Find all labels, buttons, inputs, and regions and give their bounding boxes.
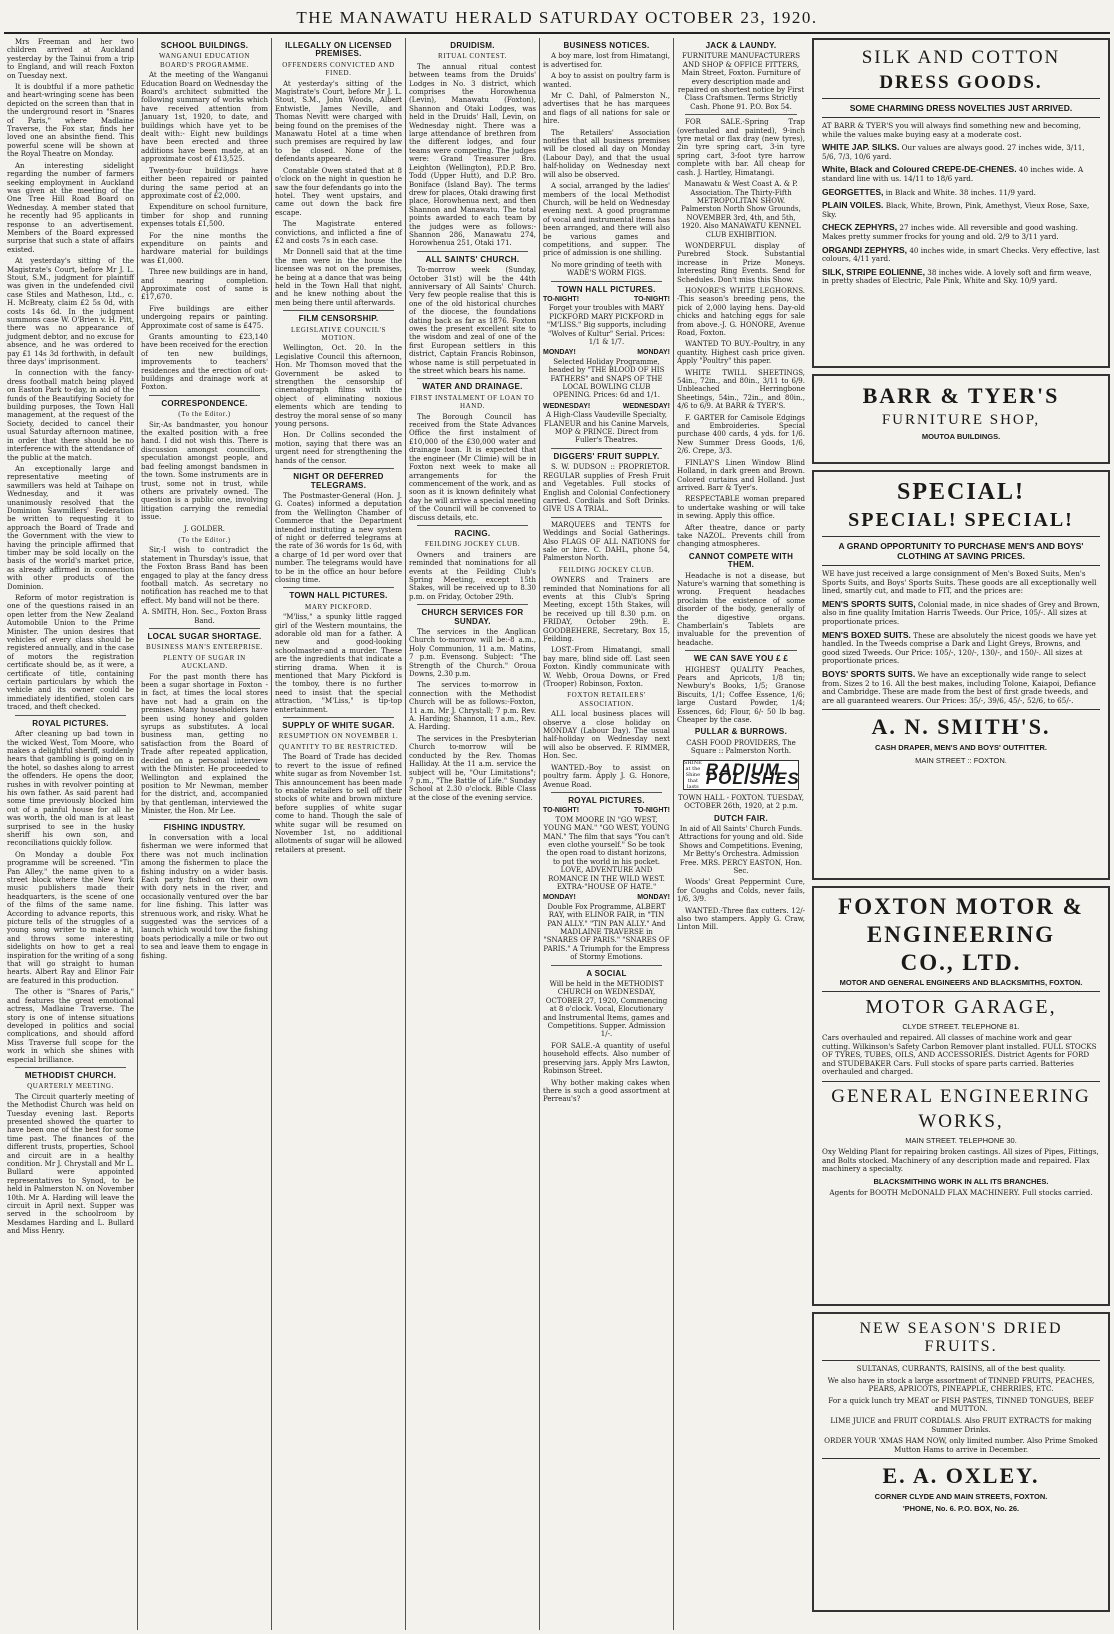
divider <box>822 1458 1100 1459</box>
paragraph: The Retailers' Association notifies that all business premises will be closed all day on Monday (Labour Day), and that the usual half-holiday on Wednesday next will also be observed. <box>543 128 670 179</box>
paragraph: On Monday a double Fox programme will be screened. "Tin Pan Alley," the name given to a street block where the New York music publishers made their headquarters, is the scene of one of the films of the same name. According to advance reports, this picture tells of the struggles of a young song writer to make a hit, and throws some interesting sidelights on how to get a real inspiration for the writing of a song that will go straight to human hearts. Albert Ray and Elinor Fair are featured in this production. <box>7 850 134 985</box>
item-text: 27 inches wide. All reversible and good washing. Makes pretty summer frocks for young and old. 2/9 to 3/11 yard. <box>822 223 1078 241</box>
subheading: FEILDING JOCKEY CLUB. <box>424 540 521 549</box>
advertisement-column <box>812 38 1110 1630</box>
ad-item <box>822 188 1100 198</box>
works-address: MAIN STREET. TELEPHONE 30. <box>905 1135 1017 1145</box>
paragraph: OWNERS and Trainers are reminded that Nominations for all events at this Club's Spring Meeting, except 15th Stakes, will be received up till 8.30 p.m. on FRIDAY, October 29th. E. GOODBEHERE, Secretary, Box 15, Feilding. <box>543 576 670 643</box>
paragraph: For the nine months the expenditure on paints and hardware material for buildings was £1,000. <box>141 231 268 265</box>
paragraph: Three new buildings are in hand, and nearing completion. Approximate cost of same is £17,670. <box>141 268 268 302</box>
divider <box>15 1067 126 1068</box>
ad-title: DRESS GOODS. <box>879 72 1043 93</box>
paragraph: The services to-morrow in connection with the Methodist Church will be as follows:-Foxton, 11 a.m. Mr J. Chrystall; 7 p.m. Rev. A. Harding; Shannon, 11 a.m., Rev. A. Harding. <box>409 681 536 732</box>
subheading: (To the Editor.) <box>178 410 231 419</box>
paragraph: Twenty-four buildings have either been repaired or painted during the same period at an approximate cost of £2,000. <box>141 166 268 200</box>
item-name: PLAIN VOILES. <box>822 200 884 211</box>
paragraph: F. GARTER for Camisole Edgings and Embroideries. Special purchase 400 cards, 4 yds. for 1/6. New Summer Dress Goods, 1/6, 2/6. Crepe, 3/3. <box>677 413 805 456</box>
radium-polish-logo <box>683 760 799 790</box>
garage-address: CLYDE STREET. TELEPHONE 81. <box>902 1022 1020 1031</box>
ad-address: CORNER CLYDE AND MAIN STREETS, FOXTON. <box>874 1492 1048 1502</box>
divider <box>283 587 394 588</box>
subheading: FIRST INSTALMENT OF LOAN TO HAND. <box>410 393 535 411</box>
ad-item <box>822 201 1100 219</box>
paragraph: Woods' Great Peppermint Cure, for Coughs and Colds, never fails, 1/6, 3/9. <box>677 878 805 904</box>
column-2 <box>138 38 272 1630</box>
heading: ILLEGALLY ON LICENSED PREMISES. <box>285 41 392 59</box>
item-text: We have an exceptionally wide range to select from. Sizes 2 to 16. All the best makes, including Tolone, Kaiapoi, Defiance and Cambridge. These are made from the best of first grade tweeds, and are all guaranteed wearers. Our Prices: 35/-, 39/6, 45/-, 52/6, to 65/-. <box>822 669 1096 705</box>
heading: JACK & LAUNDY. <box>705 41 777 50</box>
paragraph: A boy mare, lost from Himatangi, is advertised for. <box>543 52 670 69</box>
ad-line: We also have in stock a large assortment of TINNED FRUITS, PEACHES, PEARS, APRICOTS, PINEAPPLE, CHERRIES, ETC. <box>827 1375 1095 1394</box>
item-name: GEORGETTES, <box>822 186 884 197</box>
paragraph: Sir,-I wish to contradict the statement in Thursday's issue, that the Foxton Brass Band has been engaged to play at the fancy dress football match. As secretary no notification has reached me to that effect. My band will not be there. <box>141 546 268 605</box>
paragraph: Wellington, Oct. 20. In the Legislative Council this afternoon, Hon. Mr Thomson moved that the Government be asked to strengthen the censorship of cinematograph films with the object of eliminating noxious elements which are tending to destroy the moral sense of so many young persons. <box>275 344 402 429</box>
paragraph: The services in the Presbyterian Church to-morrow will be conducted by the Rev. Thomas Halliday. At the 11 a.m. service the subject will be, "Our Limitations"; 7 p.m., "The Battle of Life." Sunday School at 2.30 o'clock. Bible Class at the close of the evening service. <box>409 734 536 802</box>
paragraph: An exceptionally large and representative meeting of sawmillers was held at Taihape on Wednesday, and it was unanimously resolved that the Dominion Sawmillers' Federation be written to requesting it to approach the Board of Trade and the Government with the view to having the principle affirmed that timber may be sold locally on the basis of the world's market price, as already affirmed in connection with other products of the Dominion. <box>7 464 134 591</box>
heading: TOWN HALL PICTURES. <box>557 284 656 294</box>
paragraph: CASH FOOD PROVIDERS, The Square :: Palmerston North. <box>686 738 796 756</box>
silk-dress-ad <box>812 38 1110 368</box>
item-name: White, Black and Coloured CREPE-DE-CHENES. <box>822 164 1017 175</box>
subheading: RESUMPTION ON NOVEMBER 1. <box>278 732 399 741</box>
ad-item <box>822 165 1100 183</box>
ad-title: SPECIAL! <box>896 479 1026 505</box>
divider <box>417 604 528 605</box>
subheading: RITUAL CONTEST. <box>438 52 507 61</box>
news-columns <box>4 38 810 1630</box>
banner-right: WEDNESDAY! <box>622 402 670 410</box>
heading: TOWN HALL PICTURES. <box>289 591 388 601</box>
ad-tagline: MOTOR AND GENERAL ENGINEERS AND BLACKSMITHS, FOXTON. <box>839 978 1083 987</box>
item-text: Colonial made, in nice shades of Grey and Brown, also in fine quality Imitation Harris Tweeds. Our Price, 105/-. All sizes at proportionate prices. <box>822 599 1100 626</box>
paragraph: An interesting sidelight regarding the number of farmers seeking employment in Auckland was given at the meeting of the One Tree Hill Road Board on Wednesday. A member stated that he recently had 95 applicants in response to an advertisement. Members of the Board expressed surprise that such a state of affairs existed. <box>7 161 134 254</box>
heading: PULLAR & BURROWS. <box>694 727 788 737</box>
divider <box>822 1360 1100 1361</box>
item-name: MEN'S SPORTS SUITS, <box>822 598 916 609</box>
paragraph: In aid of All Saints' Church Funds. Attractions for young and old. Side Shows and Competitions. Evening, Mr Betty's Orchestra. Admission Free. MRS. PERCY EASTON, Hon. Sec. <box>678 824 804 875</box>
masthead-rule <box>4 32 1110 34</box>
paragraph: LOST.-From Himatangi, small bay mare, blind side off. Last seen Foxton. Kindly communicate with W. Webb, Oroua Downs, or Fred (Trooper) Robinson, Foxton. <box>543 646 670 689</box>
ad-phone: 'PHONE, No. 6. P.O. BOX, No. 26. <box>902 1504 1020 1514</box>
subheading: WANGANUI EDUCATION BOARD'S PROGRAMME. <box>158 52 251 69</box>
heading: LOCAL SUGAR SHORTAGE. <box>147 632 262 641</box>
garage-text: Cars overhauled and repaired. All classes of machine work and gear cutting. Wilkinson's Safety Carbon Remover plant installed. FULL STOCKS OF TYRES, TUBES, OILS, AND ACCESSORIES. District Agents for FORD and STUDEBAKER Cars. Full stocks of spare parts carried. Batteries overhauled and charged. <box>822 1033 1097 1077</box>
paragraph: The Magistrate entered convictions, and inflicted a fine of £2 and costs 7s in each case. <box>275 220 402 245</box>
monday-banner <box>543 894 670 902</box>
ad-headline: SOME CHARMING DRESS NOVELTIES JUST ARRIVED. <box>849 103 1073 113</box>
ad-line: For a quick lunch try MEAT or FISH PASTES, TINNED TONGUES, BEEF and MUTTON. <box>828 1395 1094 1414</box>
heading: BUSINESS NOTICES. <box>563 41 650 50</box>
column-5 <box>540 38 674 1630</box>
paragraph: ALL local business places will observe a close holiday on MONDAY (Labour Day). The usual half-holiday on Wednesday next will also be observed. F. RIMMER, Hon. Sec. <box>543 710 670 761</box>
ad-item <box>822 246 1100 264</box>
works-title: GENERAL ENGINEERING <box>831 1085 1091 1107</box>
item-text: Our values are always good. 27 inches wide, 3/11, 5/6, 7/3, 10/6 yard. <box>822 143 1085 161</box>
banner-right: TO-NIGHT! <box>633 295 670 303</box>
garage-title: MOTOR GARAGE, <box>865 996 1057 1018</box>
divider <box>822 1081 1100 1082</box>
paragraph: After theatre, dance or party take NAZOL. Prevents chill from changing atmospheres. <box>677 523 805 549</box>
works-text: Oxy Welding Plant for repairing broken castings. All sizes of Pipes, Fittings, and Bolts stocked. Machinery of any description made and repaired. Flax machinery a specialty. <box>822 1146 1099 1174</box>
signature: A. SMITH, Hon. Sec., Foxton Brass Band. <box>142 608 267 625</box>
paragraph: Selected Holiday Programme, headed by "THE BLOOD OF HIS FATHERS" and SNAPS OF THE LOCAL BOWLING CLUB OPENING. Prices: 6d and 1/1. <box>548 357 665 400</box>
ad-intro: WE have just received a large consignment of Men's Boxed Suits, Men's Sports Suits, and Boys' Sports Suits. These goods are all exceptionally well lined, smartly cut, and made to FIT, and the prices are: <box>822 569 1097 596</box>
banner-left: TO-NIGHT! <box>543 295 580 303</box>
ad-line: LIME JUICE and FRUIT CORDIALS. Also FRUIT EXTRACTS for making Summer Drinks. <box>830 1415 1092 1434</box>
ad-title: SPECIAL! SPECIAL! <box>848 509 1074 531</box>
item-text: in Black and White. 38 inches. 11/9 yard. <box>885 187 1036 197</box>
ad-title: FOXTON MOTOR & <box>838 894 1084 919</box>
ad-item <box>822 268 1100 286</box>
banner-left: TO-NIGHT! <box>543 807 580 815</box>
divider <box>149 628 260 629</box>
ad-line: ORDER YOUR 'XMAS HAM NOW, only limited number. Also Prime Smoked Mutton Hams to arrive in December. <box>824 1436 1098 1454</box>
heading: DRUIDISM. <box>450 41 495 50</box>
divider <box>551 448 662 449</box>
dried-fruits-ad <box>812 1312 1110 1612</box>
divider <box>417 378 528 379</box>
divider <box>283 468 394 469</box>
banner-right: MONDAY! <box>637 894 670 902</box>
agents-line: Agents for BOOTH McDONALD FLAX MACHINERY. Full stocks carried. <box>829 1187 1093 1197</box>
ad-title: BARR & TYER'S <box>862 383 1060 408</box>
ad-line: SULTANAS, CURRANTS, RAISINS, all of the best quality. <box>856 1364 1066 1373</box>
paragraph: HIGHEST QUALITY Peaches, Pears and Apricots, 1/8 tin; Newbury's Books, 1/5; Granose Biscuits, 1/1; Coffee Essence, 1/6; large Custard Powder, 1/4; Essences, 6d; Flour, 6/- 50 lb bag. Cheaper by the case. <box>677 665 805 725</box>
paragraph: FINLAY'S Linen Window Blind Holland, in dark green and Brown. Colored curtains and Holland. Just arrived. Barr & Tyer's. <box>677 458 805 492</box>
radium-wordmark: RADIUM POLISHES <box>705 760 800 788</box>
ad-title: ENGINEERING <box>866 922 1056 947</box>
subheading: LEGISLATIVE COUNCIL'S MOTION. <box>291 325 386 342</box>
heading: A SOCIAL <box>586 968 627 978</box>
paragraph: FURNITURE MANUFACTURERS AND SHOP & OFFICE FITTERS, Main Street, Foxton. Furniture of every description made and repaired on shortest notice by First Class Craftsmen. Terms Strictly Cash. Phone 91. P.O. Box 54. <box>677 52 805 111</box>
paragraph: Owners and trainers are reminded that nominations for all events at the Feilding Club's Spring Meeting, except 15th Stakes, will be received up to 8.30 p.m. on Friday, October 29th. <box>409 550 536 601</box>
heading: WE CAN SAVE YOU £ £ <box>693 654 789 664</box>
divider <box>551 965 662 966</box>
paragraph: Grants amounting to £23,140 have been received for the erection of ten new buildings, improvements to teachers' residences and the erection of out-buildings and drainage work at Foxton. <box>141 333 268 392</box>
paragraph: Mr C. Dahl, of Palmerston N., advertises that he has marquees and flags of all nations for sale or hire. <box>543 92 670 126</box>
subheading: FEILDING JOCKEY CLUB. <box>558 565 655 574</box>
subheading: BUSINESS MAN'S ENTERPRISE. <box>145 643 264 652</box>
heading: ALL SAINTS' CHURCH. <box>425 254 520 264</box>
ad-title: FURNITURE SHOP, <box>881 412 1041 428</box>
divider <box>822 536 1100 537</box>
subheading: FOXTON RETAILERS' ASSOCIATION. <box>567 691 646 708</box>
paragraph: "M'liss," a spunky little ragged girl of the Western mountains, the adorable old man for a father. A new and good-looking schoolmaster-and a murder. These are the ingredients that indicate a stirring drama. When it is mentioned that Mary Pickford is the tomboy, there is no further need to insist that the special attraction, "M'Liss," is tip-top entertainment. <box>275 613 402 714</box>
paragraph: In connection with the fancy-dress football match being played on Easton Park to-day, in aid of the funds of the Beautifying Society for building purposes, the Town Hall management, at the request of the Society, decided to cancel their usual Saturday afternoon matinee, in order that there should be no interference with the attendance of the public at the match. <box>7 369 134 462</box>
ad-name: A. N. SMITH'S. <box>871 714 1051 740</box>
paragraph: The Circuit quarterly meeting of the Methodist Church was held on Tuesday evening last. Reports presented showed the quarter to have been one of the best for some time past. The finances of the different trusts, properties, School and circuit are in a healthy condition. Mr J. Chrystall and Mr L. Bullard were appointed representatives to Synod, to be held in Palmerston N. on November 10th. Mr A. Harding will leave the circuit in April next. Supper was served in the schoolroom by Mesdames Harding and L. Bullard and Miss Henry. <box>7 1092 134 1236</box>
divider <box>822 991 1100 992</box>
paragraph: The Board of Trade has decided to revert to the issue of refined white sugar as from November 1st. This announcement has been made to enable retailers to sell off their stocks of white and brown mixture before supplies of white sugar come to hand. Though the sale of white sugar will be resumed on November 1st, no additional allotments of sugar will be allowed retailers at present. <box>275 753 402 854</box>
paragraph: TOM MOORE IN "GO WEST, YOUNG MAN." "GO WEST, YOUNG MAN." The film that says "You can't even clothe yourself." So be took the open road to distant horizons, to put the world in his pocket. LOVE, ADVENTURE AND ROMANCE IN THE WILD WEST. EXTRA-"HOUSE OF HATE." <box>543 815 670 891</box>
paragraph: WANTED.-Three flax cutters. 12/- also two stampers. Apply G. Craw, Linton Mill. <box>677 906 805 932</box>
paragraph: RESPECTABLE woman prepared to undertake washing or will take in sewing. Apply this office. <box>677 495 805 521</box>
paragraph: Sir,-As bandmaster, you honour the exalted position with a free hand. I did not wish this. There is discussion amongst councillors, speculation amongst people, and bad feeling amongst bandsmen in the town. Some instruments are in trust, some not in trust, while others are privately owned. The question is a public one, involving litigation carrying the remedial issue. <box>141 420 268 522</box>
blacksmith-line: BLACKSMITHING WORK IN ALL ITS BRANCHES. <box>873 1176 1049 1186</box>
paragraph: A boy to assist on poultry farm is wanted. <box>543 72 670 89</box>
heading: ROYAL PICTURES. <box>32 718 109 728</box>
tonight-banner <box>543 296 670 304</box>
heading: DUTCH FAIR. <box>714 813 768 823</box>
ad-title: SILK AND COTTON <box>861 47 1061 68</box>
divider <box>283 310 394 311</box>
paragraph: In conversation with a local fisherman we were informed that there was not much inclination among the fishermen to place the fishing industry on a wider basis. Each party fished on their own with dory nets in the river, and occasionally ventured over the bar for line fishing. This latter was strenuous work, and risky. What he suggested was the services of a launch which would tow the fishing boats periodically a mile or two out to sea and leave them to engage in fishing. <box>141 833 268 960</box>
column-4 <box>406 38 540 1630</box>
paragraph: WONDERFUL display of Purebred Stock. Substantial increase in Prize Moneys. Interesting Ring Events. Send for Schedules. Don't miss this Show. <box>677 241 805 284</box>
divider <box>551 792 662 793</box>
divider <box>822 117 1100 118</box>
heading: CANNOT COMPETE WITH THEM. <box>688 551 794 570</box>
ad-item <box>822 670 1100 705</box>
ad-title: CO., LTD. <box>900 950 1022 975</box>
banner-right: TO-NIGHT! <box>633 807 670 815</box>
divider <box>551 281 662 282</box>
paragraph: WHITE TWILL SHEETINGS, 54in., 72in., and 80in., 3/11 to 6/9. Unbleached Herringbone Sheetings, 54in., 72in., and 80in., 4/6 to 6/9. At BARR & TYER'S. <box>677 368 805 411</box>
heading: CORRESPONDENCE. <box>161 398 248 408</box>
monday-banner <box>543 349 670 357</box>
divider <box>149 819 260 820</box>
subheading: MARY PICKFORD. <box>305 602 372 611</box>
item-text: These are absolutely the nicest goods we have yet handled. In the Tweeds comprise a Dark and Light Greys, Browns, and good sized Tweeds. Our Price: 105/-, 120/-, 130/-, and 150/-. All sizes at proportionate prices. <box>822 630 1097 666</box>
banner-left: WEDNESDAY! <box>543 402 591 410</box>
subheading: QUARTERLY MEETING. <box>27 1082 114 1091</box>
subheading: OFFENDERS CONVICTED AND FINED. <box>282 60 395 78</box>
paragraph: TOWN HALL - FOXTON. TUESDAY, OCTOBER 26th, 1920, at 2 p.m. <box>677 793 805 811</box>
heading: DIGGERS' FRUIT SUPPLY. <box>553 451 660 461</box>
paragraph: The annual ritual contest between teams from the Druids' Lodges in No. 3 district, which comprises the Horowhenua (Levin), Manawatu (Foxton), Shannon and Otaki Lodges, was held in the Druids' Hall, Levin, on Wednesday night. There was a large attendance of brethren from the different lodges, and four teams were competing. The judges were: Grand Treasurer Bro. Leighton (Wellington), P.D.P. Bro. Todd (Upper Hutt), and D.P. Bro. Boniface (Island Bay). The terms drew for places, Otaki drawing first place, Horowhenua next, and then Shannon and Manawatu. The total points awarded to each team by the judges were as follows:-Shannon 286, Manawatu 274, Horowhenua 251, Otaki 171. <box>409 62 536 248</box>
item-name: MEN'S BOXED SUITS. <box>822 629 911 640</box>
paragraph: Five buildings are either undergoing repairs or painting. Approximate cost of same is £475. <box>141 304 268 330</box>
divider <box>551 517 662 518</box>
paragraph: S. W. DUDSON :: PROPRIETOR. REGULAR supplies of Fresh Fruit and Vegetables. Full stocks of English and Colonial Confectionery carried. Cordials and Soft Drinks. GIVE US A TRIAL. <box>543 463 670 514</box>
banner-left: MONDAY! <box>543 349 576 357</box>
paragraph: Constable Owen stated that at 8 o'clock on the night in question he saw the four defendants go into the hotel. They went upstairs, and came out down the back fire escape. <box>275 166 402 217</box>
item-name: CHECK ZEPHYRS, <box>822 222 898 233</box>
heading: NIGHT OR DEFERRED TELEGRAMS. <box>293 472 384 490</box>
works-title: WORKS, <box>918 1110 1004 1132</box>
paragraph: WANTED.-Boy to assist on poultry farm. Apply J. G. Honore, Avenue Road. <box>543 763 670 789</box>
paragraph: Headache is not a disease, but Nature's warning that something is wrong. Frequent headaches proclaim the existence of some disorder of the body, generally of the digestive organs. Chamberlain's Tablets are invaluable for the prevention of headache. <box>677 571 805 647</box>
signature: J. GOLDER. <box>184 524 225 533</box>
ad-item <box>822 223 1100 241</box>
ad-intro: AT BARR & TYER'S you will always find something new and becoming, while the values make buying easy at a moderate cost. <box>822 121 1081 139</box>
paragraph: MARQUEES and TENTS for Weddings and Social Gatherings. Also FLAGS OF ALL NATIONS for sale or hire. C. DAHL, phone 54, Palmerston North. <box>543 520 670 563</box>
paragraph: The Postmaster-General (Hon. J. G. Coates) informed a deputation from the Wellington Chamber of Commerce that the Department intended instituting a new system of night or deferred telegrams at the rate of 36 words for 1s 6d, with a charge of 1d per word over that number. The telegrams would have to be in the office an hour before closing time. <box>275 491 402 584</box>
heading: FISHING INDUSTRY. <box>163 822 246 832</box>
paragraph: Mr Donnell said that at the time the men were in the house the licensee was not on the premises, he being at a dance that was being held in the Town Hall that night, and he knew nothing about the men being there until afterwards. <box>275 248 402 307</box>
paragraph: Double Fox Programme, ALBERT RAY, with ELINOR FAIR, in "TIN PAN ALLY." "TIN PAN ALLY." And MADLAINE TRAVERSE in "SNARES OF PARIS." "SNARES OF PARIS." A Triumph for the Empress of Stormy Emotions. <box>543 902 670 962</box>
item-name: WHITE JAP. SILKS. <box>822 142 900 153</box>
divider <box>822 98 1100 99</box>
paragraph: For the past month there has been a sugar shortage in Foxton - in fact, at times the local stores have not had a grain on the premises. Many householders have been using honey and golden syrups as substitutes. A local business man, getting no satisfaction from the Board of Trade after repeated application, decided on a personal interview with the Minister. He proceeded to Wellington and explained the position to Mr Newman, member for the district, and, accompanied by that gentleman, interviewed the Minister, the Hon. Mr Lee. <box>141 672 268 816</box>
ad-tagline: CASH DRAPER, MEN'S AND BOYS' OUTFITTER. <box>874 743 1048 753</box>
foxton-motor-ad <box>812 886 1110 1306</box>
paragraph: A High-Class Vaudeville Specialty, FLANEUR and his Canine Marvels, MOP & PRINCE. Direct from Fuller's Theatres. <box>543 411 670 445</box>
item-name: SILK, STRIPE EOLIENNE, <box>822 266 925 277</box>
item-name: BOYS' SPORTS SUITS. <box>822 668 916 679</box>
wednesday-banner <box>543 403 670 411</box>
masthead: THE MANAWATU HERALD SATURDAY OCTOBER 23, 1920. <box>296 8 818 27</box>
divider <box>822 565 1100 566</box>
subheading: (To the Editor.) <box>178 535 231 544</box>
paragraph: It is doubtful if a more pathetic and heart-wringing scene has been depicted on the screen than that in the underground resort in "Snares of Paris," where Madlaine Traverse, the Fox star, finds her loved one an absinthe fiend. This powerful scene will be shown at the Royal Theatre on Monday. <box>7 83 134 159</box>
barr-tyer-furniture-ad <box>812 374 1110 464</box>
paragraph: HONORE'S WHITE LEGHORNS. -This season's breeding pens, the pick of 2,000 laying hens. Day-old chicks and hatching eggs for sale from above.-J. G. HONORE, Avenue Road, Foxton. <box>677 286 805 337</box>
paragraph: Mrs Freeman and her two children arrived at Auckland yesterday by the Tainui from a trip to England, and will reach Foxton on Tuesday next. <box>7 38 134 80</box>
item-name: ORGANDI ZEPHYRS, <box>822 244 908 255</box>
ad-item <box>822 600 1100 627</box>
special-clothing-ad <box>812 470 1110 880</box>
ad-item <box>822 631 1100 666</box>
divider <box>15 715 126 716</box>
paragraph: Expenditure on school furniture, timber for shop and running expenses totals £1,500. <box>141 203 268 229</box>
ad-title: NEW SEASON'S DRIED FRUITS. <box>859 1320 1063 1355</box>
ad-headline: A GRAND OPPORTUNITY TO PURCHASE MEN'S AND BOYS' CLOTHING AT SAVING PRICES. <box>838 541 1084 561</box>
divider <box>417 251 528 252</box>
tonight-banner <box>543 807 670 815</box>
paragraph: FOR SALE.-A quantity of useful household effects. Also number of preserving jars. Apply Mrs Lawton, Robinson Street. <box>543 1041 670 1076</box>
divider <box>417 525 528 526</box>
paragraph: Why bother making cakes when there is such a good assortment at Perreau's? <box>543 1078 670 1104</box>
column-1 <box>4 38 138 1630</box>
divider <box>822 709 1100 710</box>
paragraph: To-morrow week (Sunday, October 31st) will be the 44th anniversary of All Saints' Church. Very few people realise that this is one of the old historical churches of the diocese, the foundations dating back as far as 1876. Foxton owes the present excellent site to the wisdom and zeal of one of the first European settlers in this district, Captain Francis Robinson, whose name is still perpetuated in the street which bears his name. <box>409 266 536 376</box>
banner-right: MONDAY! <box>637 349 670 357</box>
heading: RACING. <box>454 528 491 538</box>
heading: WATER AND DRAINAGE. <box>422 382 523 392</box>
item-text: 38 inches wide. A lovely soft and firm weave, in pretty shades of Electric, Pale Pink, White and Sky. 10/9 yard. <box>822 267 1092 286</box>
column-6 <box>674 38 808 1630</box>
paragraph: Manawatu & West Coast A. & P. Association. The Thirty-Fifth METROPOLITAN SHOW. Palmerston North Show Grounds, NOVEMBER 3rd, 4th, and 5th, 1920. Also MANAWATU KENNEL CLUB EXHIBITION. <box>681 180 801 239</box>
paragraph: At yesterday's sitting of the Magistrate's Court, before Mr J. L. Stout, S.M., judgment for plaintiff was given in the undefended civil case Stiles and Matheson, Ltd., c. H. McBreaty, claim £2 5s 0d, with costs 14s 6d. In the judgment summons case W. O'Brien v. H. Pitt, there was no appearance of judgment debtor, and no excuse for absence, and he was ordered to pay £1 14s 3d forthwith, in default three days' imprisonment. <box>7 257 134 367</box>
item-text: 40 inches wide. A standard line with us. 14/11 to 18/6 yard. <box>822 165 1084 183</box>
paragraph: Reform of motor registration is one of the questions raised in an open letter from the New Zealand Automobile Union to the Prime Minister. The union desires that vehicles of every class should be registered annually, and in the case of motors the registration certificate should be, as it were, a certificate of title, containing certain particulars by which the vehicle and its owner could be immediately identified, stolen cars traced, and theft checked. <box>7 594 134 712</box>
paragraph: At yesterday's sitting of the Magistrate's Court, before Mr J. L. Stout, S.M., John Woods, Albert Entwistle, James Neville, and Thomas Nevitt were charged with being found on the premises of the Manawatu Hotel at a time when such premises are required by law to be closed. None of the defendants appeared. <box>275 79 402 164</box>
ad-address: MOUTOA BUILDINGS. <box>921 432 1001 441</box>
heading: ROYAL PICTURES. <box>568 795 645 805</box>
paragraph: The services in the Anglican Church to-morrow will be:-8 a.m., Holy Communion, 11 a.m. Matins, 7 p.m. Evensong. Subject: "The Strength of the Church." Oroua Downs, 2.30 p.m. <box>409 628 536 679</box>
subheading: PLENTY OF SUGAR IN AUCKLAND. <box>163 653 246 671</box>
heading: METHODIST CHURCH. <box>24 1070 117 1080</box>
paragraph: The Borough Council has received from the State Advances Office the first instalment of £10,000 of the £30,000 water and drainage loan. It is expected that the engineer (Mr Climie) will be in Foxton next week to make all arrangements for the commencement of the work, and as soon as it is known definitely what day he will arrive a special meeting of the Council will be convened to discuss details, etc. <box>409 412 536 522</box>
heading: CHURCH SERVICES FOR SUNDAY. <box>421 608 524 626</box>
divider <box>685 650 797 651</box>
divider <box>149 395 260 396</box>
banner-left: MONDAY! <box>543 894 576 902</box>
paragraph: WANTED TO BUY.-Poultry, in any quantity. Highest cash price given. Apply "Poultry" this paper. <box>677 340 805 366</box>
heading: SUPPLY OF WHITE SUGAR. <box>282 721 395 731</box>
paragraph: The other is "Snares of Paris," and features the great emotional actress, Madlaine Traverse. The story is one of intense situations developed in politics and social complications, and should afford Miss Traverse full scope for the work in which she shines with especial brilliance. <box>7 988 134 1064</box>
ad-address: MAIN STREET :: FOXTON. <box>915 756 1007 766</box>
paragraph: After cleaning up bad town in the wicked West, Tom Moore, who makes a delightful sheriff, suddenly hears that gambling is going on in the hotel, so dashes along to arrest the offenders. He opens the door, rushes in with revolver pointing at his own father. As said parent had some time previously blocked him out of a painful house for all he was worth, the old man is at least surprised to see in the husky sheriff his own son, and reconciliations quickly follow. <box>7 730 134 848</box>
item-text: Black, White, Brown, Pink, Amethyst, Vieux Rose, Saxe, Sky. <box>822 201 1090 219</box>
paragraph: A social, arranged by the ladies' members of the local Methodist Church, will be held on Wednesday evening next. A good programme of vocal and instrumental items has been arranged, and there will also be various games and competitions, and supper. The price of admission is one shilling. <box>543 182 670 258</box>
ad-name: E. A. OXLEY. <box>882 1463 1040 1489</box>
paragraph: Will be held in the METHODIST CHURCH on WEDNESDAY, OCTOBER 27, 1920, Commencing at 8 o'clock. Vocal, Elocutionary and Instrumental Items, games and Competitions. Supper. Admission 1/-. <box>543 980 670 1039</box>
paragraph: No more grinding of teeth with WADE'S WORM FIGS. <box>551 260 662 278</box>
paragraph: Forget your troubles with MARY PICKFORD MARY PICKFORD in "M'LISS." Big supports, including "Wolves of Kultur" Serial. Prices: 1/1 & 1/7. <box>546 304 667 346</box>
subheading: QUANTITY TO BE RESTRICTED. <box>279 742 398 751</box>
heading: SCHOOL BUILDINGS. <box>160 41 249 50</box>
paragraph: FOR SALE.-Spring Trap (overhauled and painted), 9-inch tyre metal or flax dray (new tyres), 2in tyre spring cart, 3-in tyre spring cart, 3-foot tyre harrow complete with bar. All cheap for cash. J. Hartley, Himatangi. <box>677 118 805 177</box>
heading: FILM CENSORSHIP. <box>298 314 379 324</box>
shine-label: SHINE at the Shine that lasts <box>684 759 702 790</box>
paragraph: Hon. Dr Collins seconded the motion, saying that there was an urgent need for strengthening the hands of the censor. <box>275 431 402 465</box>
paragraph: At the meeting of the Wanganui Education Board on Wednesday the Board's architect submitted the following summary of works which have received attention from January 1st, 1920, to date, and buildings which have yet to be dealt with:- Eight new buildings have been erected and three additions have been made, at an approximate cost of £13,525. <box>141 71 268 164</box>
divider <box>685 114 797 115</box>
column-3 <box>272 38 406 1630</box>
ad-item <box>822 143 1100 161</box>
divider <box>283 717 394 718</box>
item-text: 40 inches wide, in smart Checks. Very effective, last colours, 4/11 yard. <box>822 245 1100 264</box>
